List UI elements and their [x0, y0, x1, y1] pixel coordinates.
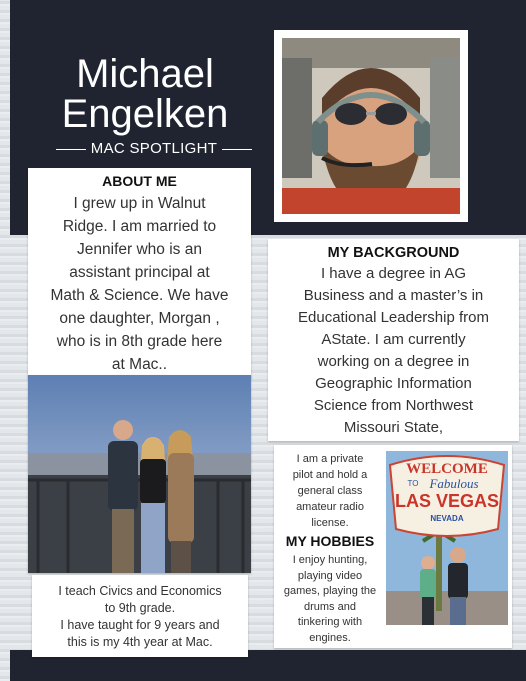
about-line: assistant principal at — [69, 264, 210, 281]
spotlight-label — [56, 140, 252, 160]
spotlight-text: MAC SPOTLIGHT — [90, 140, 218, 157]
background-line: Geographic Information — [315, 375, 472, 392]
sign-to: TO — [407, 479, 419, 488]
pilot-line: license. — [311, 517, 349, 529]
hobbies-line: games, playing the — [283, 585, 377, 597]
about-line: I grew up in Walnut — [73, 195, 206, 212]
about-line: at Mac.. — [111, 356, 168, 373]
hobbies-line: engines. — [309, 631, 351, 644]
pilot-line: amateur radio — [296, 501, 364, 513]
hobbies-line: I enjoy hunting, — [292, 554, 368, 566]
background-text — [268, 263, 519, 439]
name-first: Michael — [76, 52, 214, 96]
sign-nevada: NEVADA — [430, 514, 464, 523]
about-me-card — [28, 168, 251, 378]
about-me-text — [28, 192, 251, 376]
hobbies-line: drums and — [304, 600, 356, 613]
pilot-text — [276, 451, 384, 531]
background-line: AState. I am currently — [321, 331, 466, 348]
background-card — [268, 239, 519, 441]
teaching-text — [32, 583, 248, 651]
background-line: Educational Leadership from — [298, 309, 489, 326]
about-me-title: ABOUT ME — [102, 173, 177, 189]
portrait-frame — [274, 30, 468, 222]
portrait-photo — [282, 38, 460, 214]
sign-fabulous: Fabulous — [429, 476, 479, 491]
pilot-line: general class — [297, 485, 363, 497]
pilot-line: I am a private — [296, 453, 364, 465]
teaching-line: this is my 4th year at Mac. — [67, 635, 213, 649]
about-line: one daughter, Morgan , — [59, 310, 220, 327]
background-line: Business and a master’s in — [303, 287, 484, 304]
family-photo — [28, 375, 251, 573]
hobbies-title: MY HOBBIES — [285, 533, 375, 549]
background-line: Missouri State, — [343, 419, 444, 436]
about-line: Math & Science. We have — [50, 287, 229, 304]
pilot-line: pilot and hold a — [292, 469, 368, 481]
background-line: I have a degree in AG — [320, 265, 467, 282]
about-line: who is in 8th grade here — [56, 333, 223, 350]
sign-welcome: WELCOME — [406, 461, 488, 477]
about-line: Jennifer who is an — [77, 241, 202, 258]
teaching-line: to 9th grade. — [104, 601, 176, 615]
hobbies-line: tinkering with — [297, 616, 363, 628]
background-title: MY BACKGROUND — [327, 245, 460, 261]
teaching-line: I teach Civics and Economics — [58, 584, 222, 598]
background-line: Science from Northwest — [313, 397, 474, 414]
hobbies-text — [274, 553, 386, 646]
about-line: Ridge. I am married to — [62, 218, 217, 235]
background-line: working on a degree in — [317, 353, 470, 370]
hobbies-line: playing video — [297, 569, 363, 582]
pilot-hobbies-card — [274, 445, 512, 648]
page-title — [40, 54, 250, 134]
teaching-card — [32, 575, 248, 657]
las-vegas-photo — [386, 451, 508, 625]
teaching-line: I have taught for 9 years and — [60, 618, 220, 632]
sign-las-vegas: LAS VEGAS — [394, 491, 500, 511]
name-last: Engelken — [61, 92, 229, 136]
